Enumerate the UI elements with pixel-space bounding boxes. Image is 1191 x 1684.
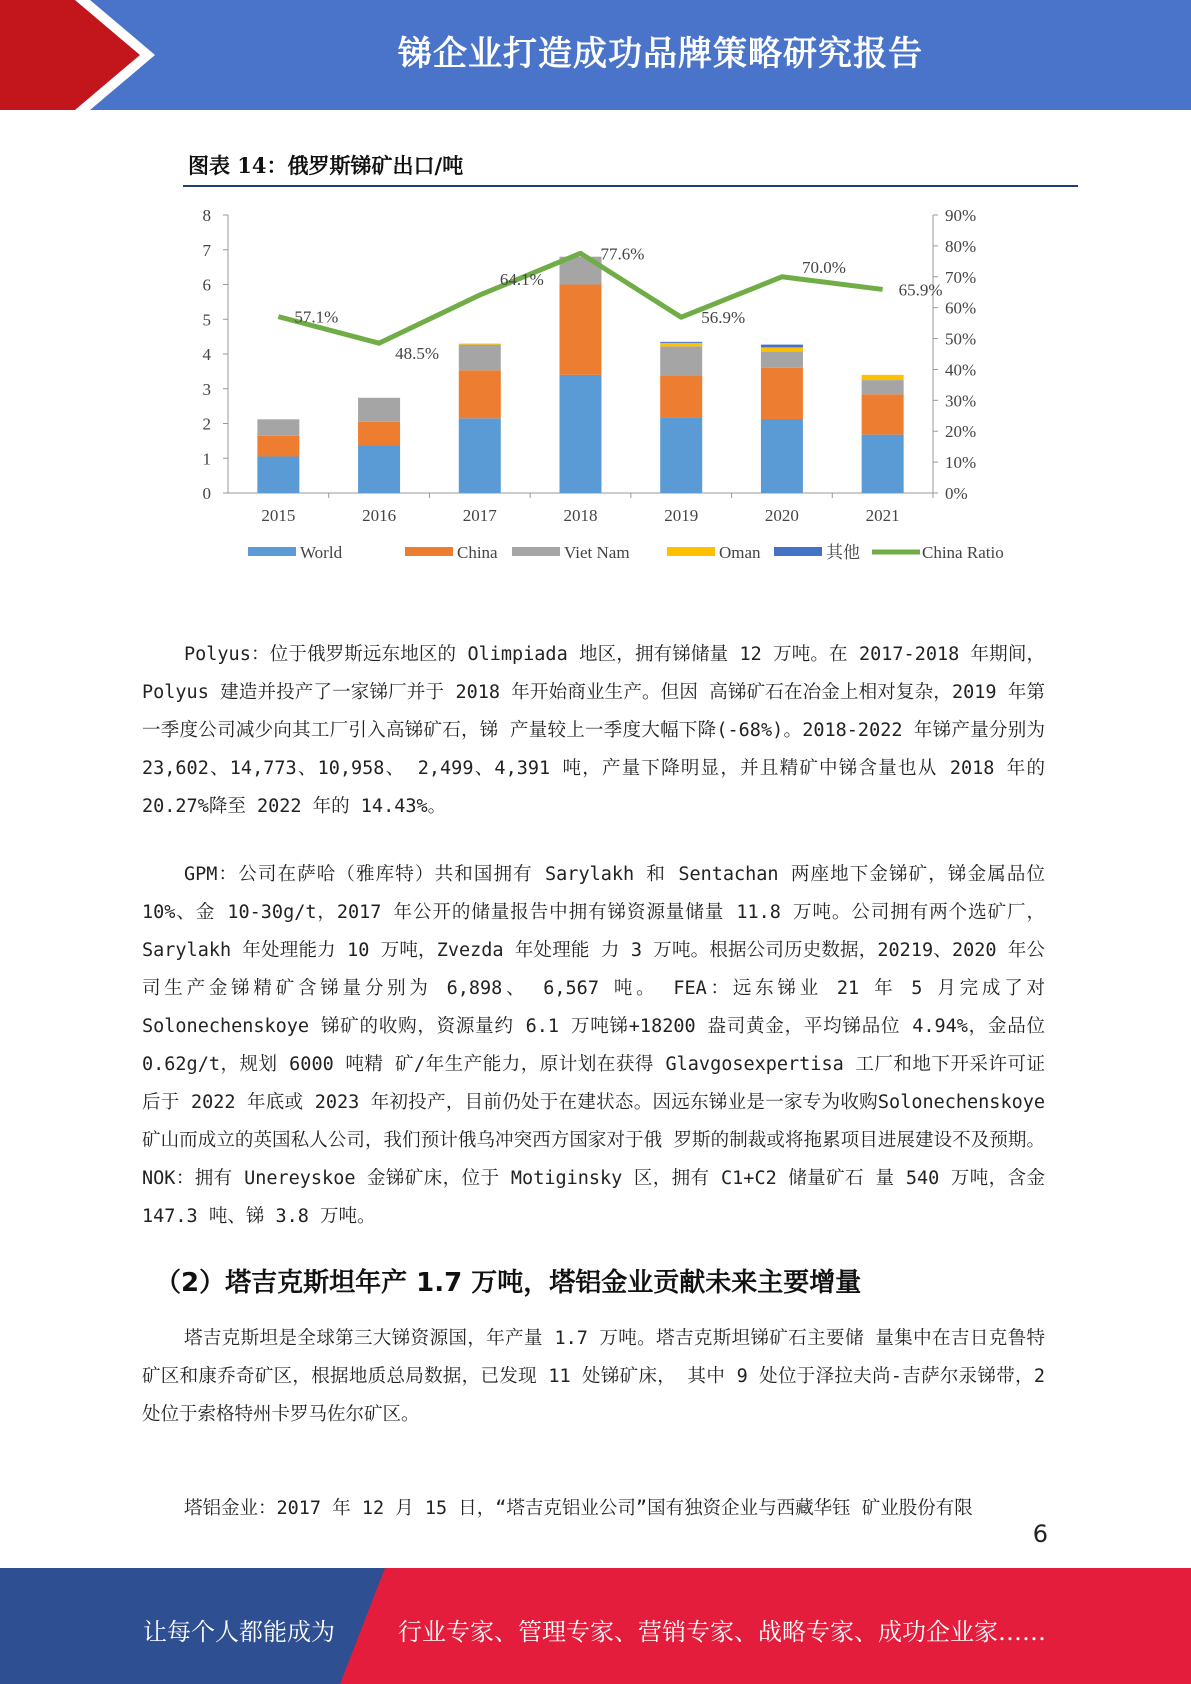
bar-segment — [660, 342, 702, 343]
legend-swatch — [774, 547, 822, 556]
data-label: 57.1% — [294, 307, 339, 327]
legend-swatch — [405, 547, 453, 556]
footer-slogan-right: 行业专家、管理专家、营销专家、战略专家、成功企业家…… — [398, 1618, 1046, 1646]
x-tick-label: 2019 — [664, 506, 699, 525]
bar-segment — [358, 422, 400, 445]
stacked-bar-line-chart — [183, 195, 1078, 580]
legend-swatch — [248, 547, 296, 556]
data-label: 70.0% — [801, 257, 846, 277]
bar-segment — [459, 370, 501, 418]
x-tick-label: 2020 — [764, 506, 799, 525]
bar-segment — [761, 345, 803, 348]
page-header — [0, 0, 1191, 110]
bar-segment — [862, 435, 904, 493]
bar-segment — [761, 352, 803, 368]
legend-label: China Ratio — [922, 543, 1004, 562]
bar-segment — [560, 375, 602, 493]
y2-tick-label: 0% — [945, 484, 968, 503]
bar-segment — [459, 345, 501, 371]
legend-label: Oman — [719, 543, 761, 562]
x-tick-label: 2015 — [261, 506, 296, 525]
bar-segment — [660, 418, 702, 493]
bar-segment — [257, 436, 299, 457]
y2-tick-label: 80% — [945, 236, 977, 256]
y-tick-label: 0 — [202, 484, 211, 503]
legend-label: World — [300, 543, 343, 562]
x-tick-label: 2018 — [563, 506, 598, 525]
bar-segment — [257, 419, 299, 435]
bar-segment — [862, 375, 904, 380]
footer-slogan-left: 让每个人都能成为 — [143, 1618, 335, 1646]
y-tick-label: 5 — [202, 310, 211, 330]
data-label: 77.6% — [600, 244, 645, 264]
bar-segment — [862, 380, 904, 394]
paragraph-gpm-fea-nok: GPM：公司在萨哈（雅库特）共和国拥有 Sarylakh 和 Sentachan 两座地下金锑矿，锑金属品位 10%、金 10-30g/t，2017 年公开的储量报告中拥有锑资源量储量 11.8 万吨。公司拥有两个选矿厂，Sarylakh 年处理能力 10 万吨，Zvezda 年处理能 力 3 万吨。根据公司历史数据，20219、2020 年公司生产金锑精矿含锑量分别为 6,898、 6,567 吨。 FEA：远东锑业 21 年 5 月完成了对 Solonechenskoye 锑矿的收购，资源量约 6.1 万吨锑+18200 盎司黄金，平均锑品位 4.94%，金品位 0.62g/t，规划 6000 吨精 矿/年生产能力，原计划在获得 Glavgosexpertisa 工厂和地下开采许可证后于 2022 年底或 2023 年初投产，目前仍处于在建状态。因远东锑业是一家专为收购Solonechenskoye 矿山而成立的英国私人公司，我们预计俄乌冲突西方国家对于俄 罗斯的制裁或将拖累项目进展建设不及预期。 NOK：拥有 Unereyskoe 金锑矿床，位于 Motiginsky 区，拥有 C1+C2 储量矿石 量 540 万吨，含金 147.3 吨、锑 3.8 万吨。 — [142, 864, 1045, 1227]
legend-swatch — [667, 547, 715, 556]
y2-tick-label: 60% — [945, 298, 977, 318]
y-tick-label: 4 — [202, 345, 211, 364]
bar-segment — [761, 347, 803, 351]
legend-label: 其他 — [826, 543, 860, 562]
paragraph-talco-gold: 塔铝金业：2017 年 12 月 15 日，“塔吉克铝业公司”国有独资企业与西藏华钰 矿业股份有限 — [184, 1498, 973, 1519]
header-chevron-icon — [0, 0, 160, 110]
caption-rule — [183, 185, 1078, 187]
y2-tick-label: 10% — [945, 453, 977, 473]
bar-segment — [459, 418, 501, 493]
x-tick-label: 2021 — [865, 506, 900, 525]
chart-container — [183, 195, 1078, 580]
bar-segment — [660, 343, 702, 346]
bar-segment — [358, 445, 400, 493]
figure-caption: 图表 14：俄罗斯锑矿出口/吨 — [188, 153, 464, 178]
bar-segment — [358, 398, 400, 422]
paragraph-tajikistan: 塔吉克斯坦是全球第三大锑资源国，年产量 1.7 万吨。塔吉克斯坦锑矿石主要储 量集中在吉日克鲁特矿区和康乔奇矿区，根据地质总局数据，已发现 11 处锑矿床， 其中 9 处位于泽拉夫尚-吉萨尔汞锑带，2 处位于索格特州卡罗马佐尔矿区。 — [142, 1328, 1045, 1425]
y2-tick-label: 70% — [945, 267, 977, 287]
y-tick-label: 8 — [202, 206, 211, 225]
y-tick-label: 3 — [202, 379, 211, 399]
bar-segment — [560, 285, 602, 375]
y-tick-label: 6 — [202, 275, 211, 295]
page-number: 6 — [1032, 1520, 1048, 1548]
bar-segment — [761, 419, 803, 493]
y2-tick-label: 30% — [945, 391, 977, 411]
bar-segment — [862, 394, 904, 434]
bar-segment — [660, 346, 702, 375]
header-title: 锑企业打造成功品牌策略研究报告 — [398, 34, 923, 74]
y-tick-label: 2 — [202, 414, 211, 434]
y2-tick-label: 90% — [945, 206, 977, 225]
bar-segment — [459, 344, 501, 345]
legend-label: Viet Nam — [564, 543, 630, 562]
x-tick-label: 2016 — [362, 506, 397, 525]
legend-swatch — [512, 547, 560, 556]
bar-segment — [257, 457, 299, 493]
data-label: 48.5% — [395, 344, 440, 364]
bar-segment — [761, 368, 803, 419]
y-tick-label: 1 — [202, 449, 211, 469]
x-tick-label: 2017 — [462, 506, 497, 525]
y2-tick-label: 50% — [945, 329, 977, 349]
section-subheading: （2）塔吉克斯坦年产 1.7 万吨，塔铝金业贡献未来主要增量 — [155, 1268, 862, 1298]
paragraph-polyus: Polyus：位于俄罗斯远东地区的 Olimpiada 地区，拥有锑储量 12 万吨。在 2017-2018 年期间，Polyus 建造并投产了一家锑厂并于 2018 年开始商业生产。但因 高锑矿石在冶金上相对复杂，2019 年第一季度公司减少向其工厂引入高锑矿石，锑 产量较上一季度大幅下降(-68%)。2018-2022 年锑产量分别为 23,602、14,773、10,958、 2,499、4,391 吨，产量下降明显，并且精矿中锑含量也从 2018 年的 20.27%降至 2022 年的 14.43%。 — [142, 644, 1045, 817]
page-footer — [0, 1568, 1191, 1684]
y2-tick-label: 40% — [945, 360, 977, 380]
y2-tick-label: 20% — [945, 422, 977, 442]
legend-label: China — [457, 543, 498, 562]
y-tick-label: 7 — [202, 240, 211, 260]
data-label: 65.9% — [898, 280, 943, 300]
bar-segment — [660, 375, 702, 417]
data-label: 56.9% — [701, 308, 746, 328]
data-label: 64.1% — [499, 270, 544, 290]
